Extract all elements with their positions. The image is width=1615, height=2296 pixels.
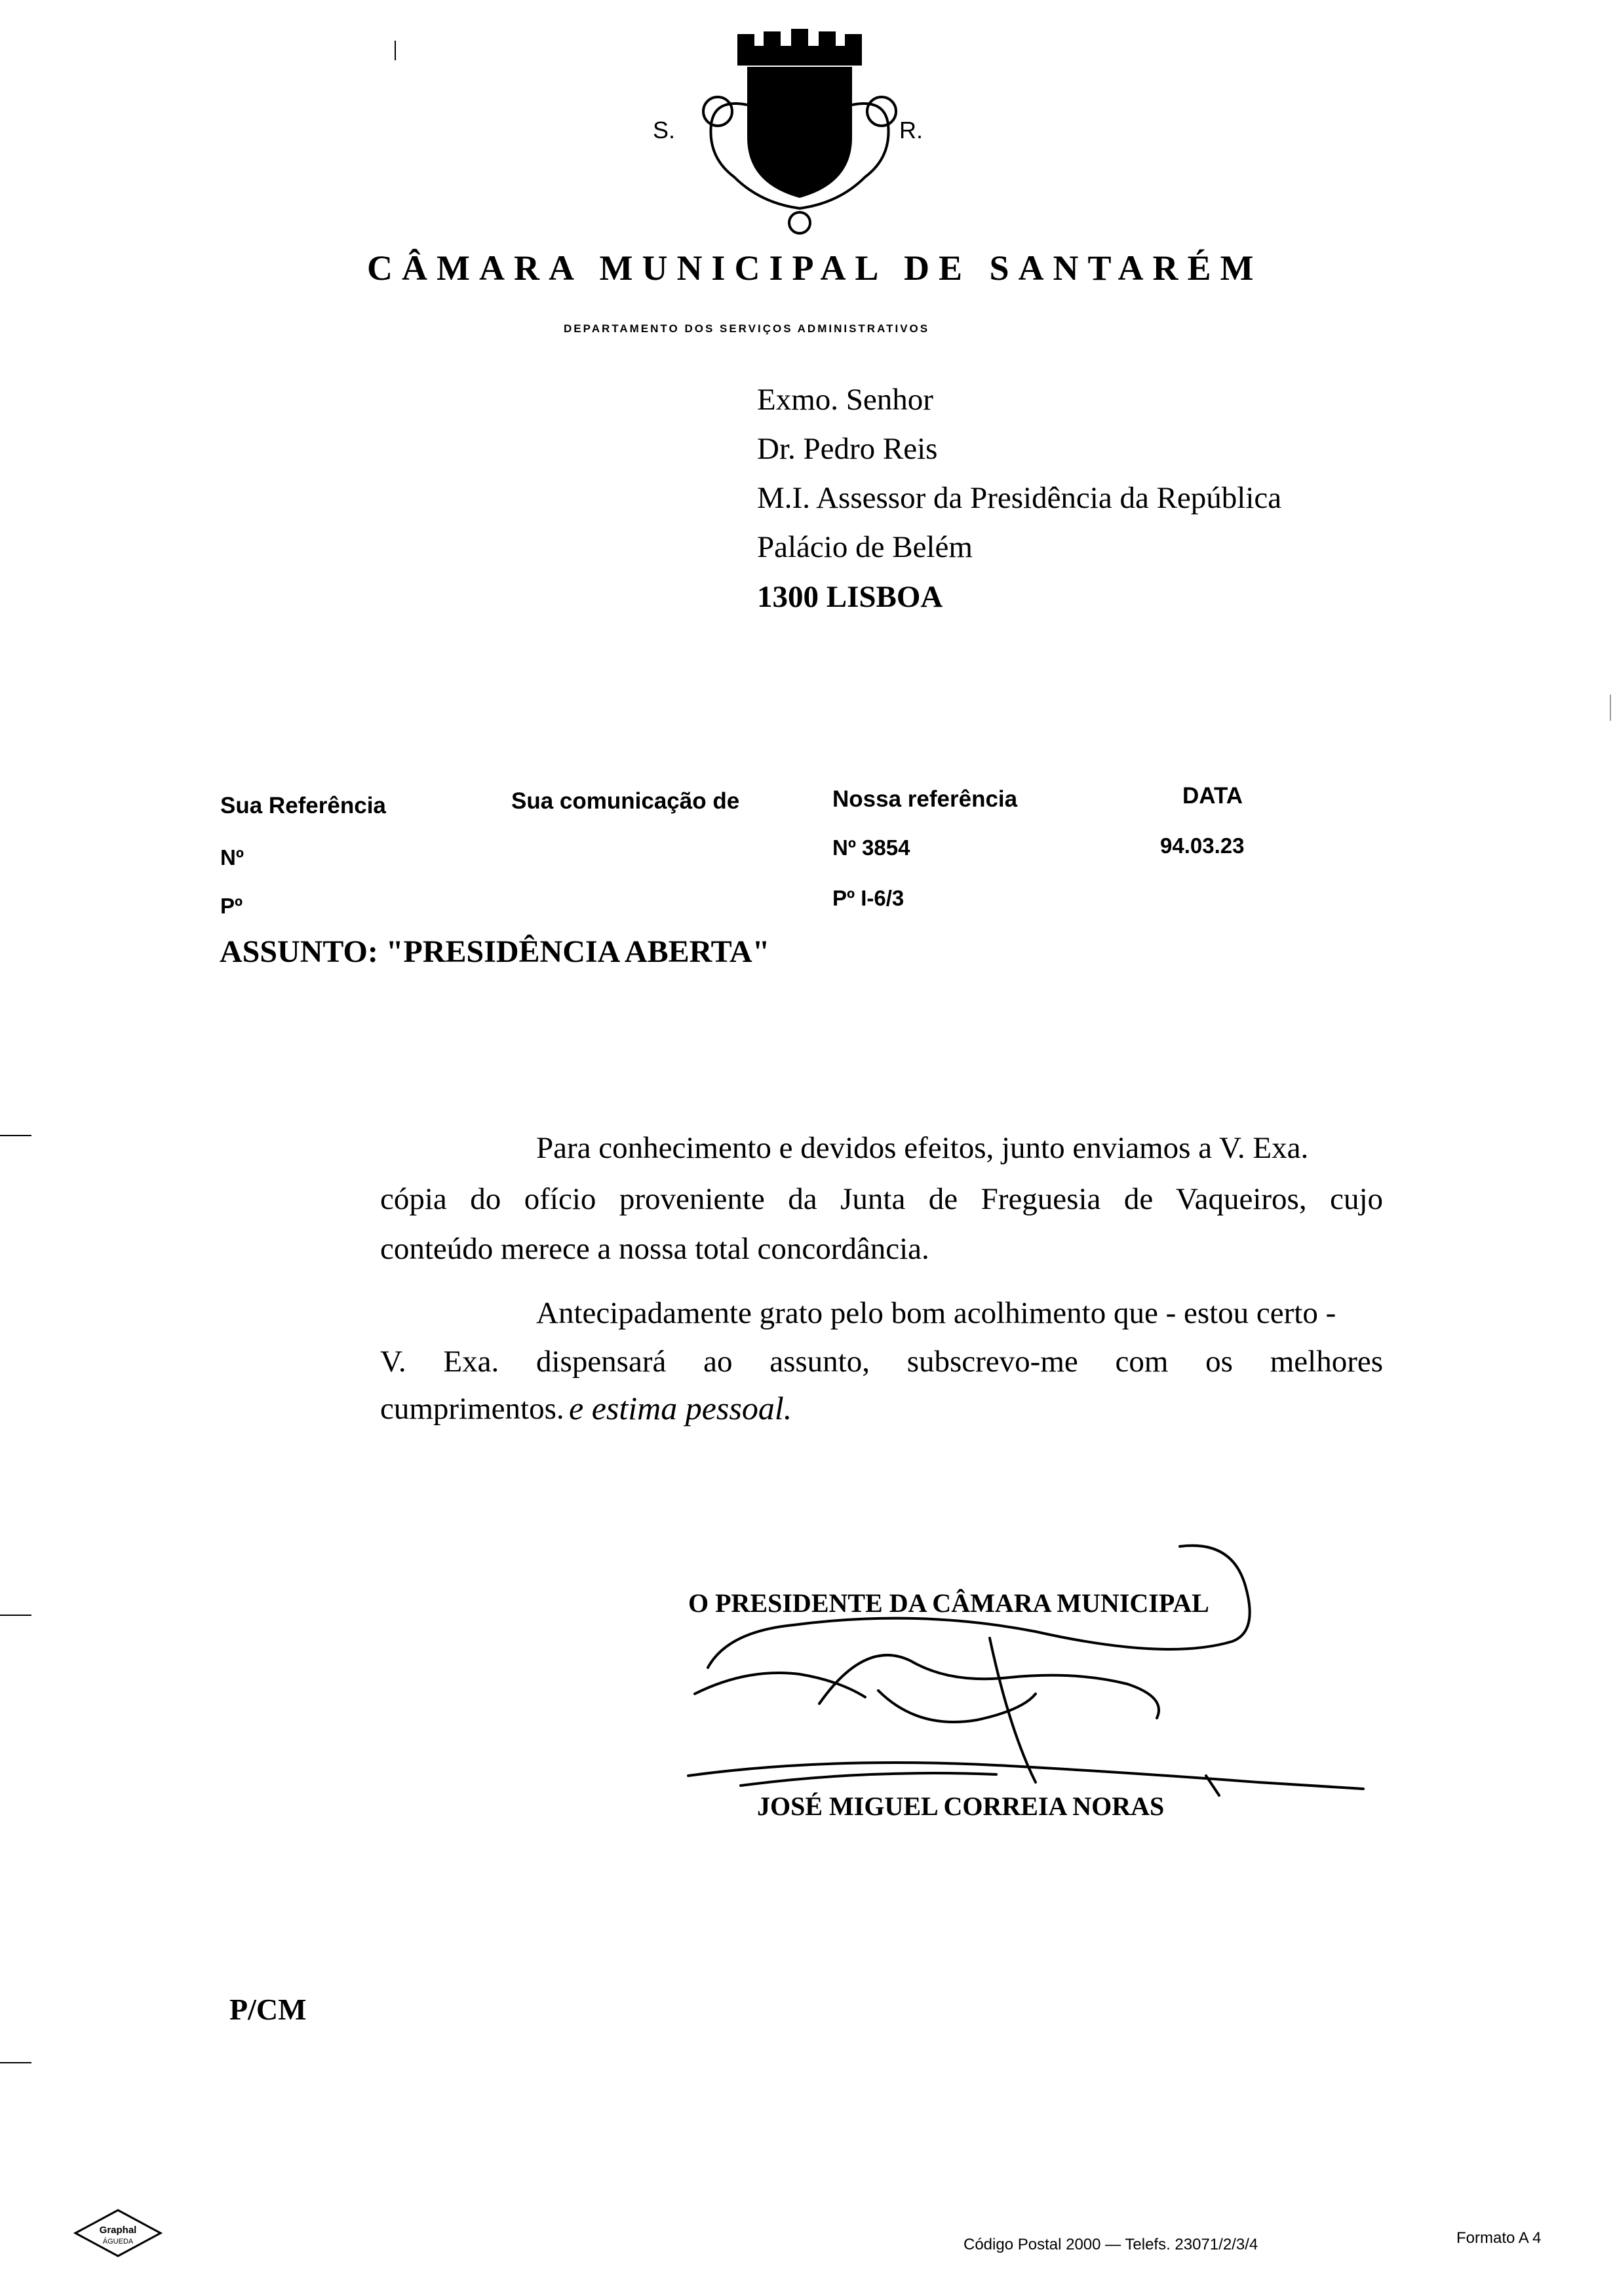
- signature-title: O PRESIDENTE DA CÂMARA MUNICIPAL: [688, 1588, 1209, 1618]
- body-line: Para conhecimento e devidos efeitos, junto enviamos a V. Exa.: [536, 1131, 1309, 1165]
- recipient-city: 1300 LISBOA: [757, 580, 943, 614]
- sua-comunicacao-label: Sua comunicação de: [511, 788, 740, 814]
- recipient-line: Dr. Pedro Reis: [757, 432, 938, 466]
- date-value: 94.03.23: [1160, 833, 1245, 858]
- nossa-n-value: Nº 3854: [832, 835, 910, 860]
- svg-text:Graphal: Graphal: [99, 2225, 137, 2236]
- scan-mark: [0, 1615, 31, 1616]
- signatory-name: JOSÉ MIGUEL CORREIA NORAS: [757, 1791, 1165, 1821]
- nossa-p-value: Pº I-6/3: [832, 886, 905, 910]
- handwritten-addition: e estima pessoal.: [569, 1390, 792, 1426]
- recipient-line: Palácio de Belém: [757, 530, 973, 564]
- scan-mark: [0, 1135, 31, 1136]
- svg-text:ÁGUEDA: ÁGUEDA: [102, 2238, 134, 2246]
- postal-info: Código Postal 2000 — Telefs. 23071/2/3/4: [963, 2236, 1258, 2253]
- body-line: cumprimentos.: [380, 1392, 564, 1426]
- body-line: V. Exa. dispensará ao assunto, subscrevo-me com os melhores: [380, 1345, 1383, 1379]
- nossa-referencia-label: Nossa referência: [832, 786, 1018, 812]
- recipient-line: Exmo. Senhor: [757, 383, 933, 417]
- format-info: Formato A 4: [1456, 2229, 1542, 2247]
- handwritten-signature: [669, 1533, 1376, 1822]
- scan-mark: [0, 2062, 31, 2063]
- sua-referencia-label: Sua Referência: [220, 793, 386, 818]
- letterhead-title: CÂMARA MUNICIPAL DE SANTARÉM: [367, 248, 1263, 288]
- initials: P/CM: [229, 1993, 307, 2026]
- data-label: DATA: [1182, 783, 1243, 809]
- department-name: DEPARTAMENTO DOS SERVIÇOS ADMINISTRATIVOS: [564, 322, 930, 335]
- letterhead-left-initial: S.: [653, 117, 676, 144]
- scan-mark: [1610, 695, 1611, 721]
- sua-n-label: Nº: [220, 845, 244, 870]
- sua-p-label: Pº: [220, 894, 243, 918]
- letterhead-right-initial: R.: [899, 117, 923, 144]
- body-line: cópia do ofício proveniente da Junta de Freguesia de Vaqueiros, cujo: [380, 1182, 1383, 1216]
- body-line: Antecipadamente grato pelo bom acolhimento que - estou certo -: [536, 1296, 1336, 1330]
- printer-logo-icon: [69, 2207, 167, 2259]
- scan-mark: [395, 41, 396, 60]
- recipient-line: M.I. Assessor da Presidência da República: [757, 481, 1282, 515]
- body-line: conteúdo merece a nossa total concordância.: [380, 1232, 929, 1266]
- subject-line: ASSUNTO: "PRESIDÊNCIA ABERTA": [220, 934, 770, 969]
